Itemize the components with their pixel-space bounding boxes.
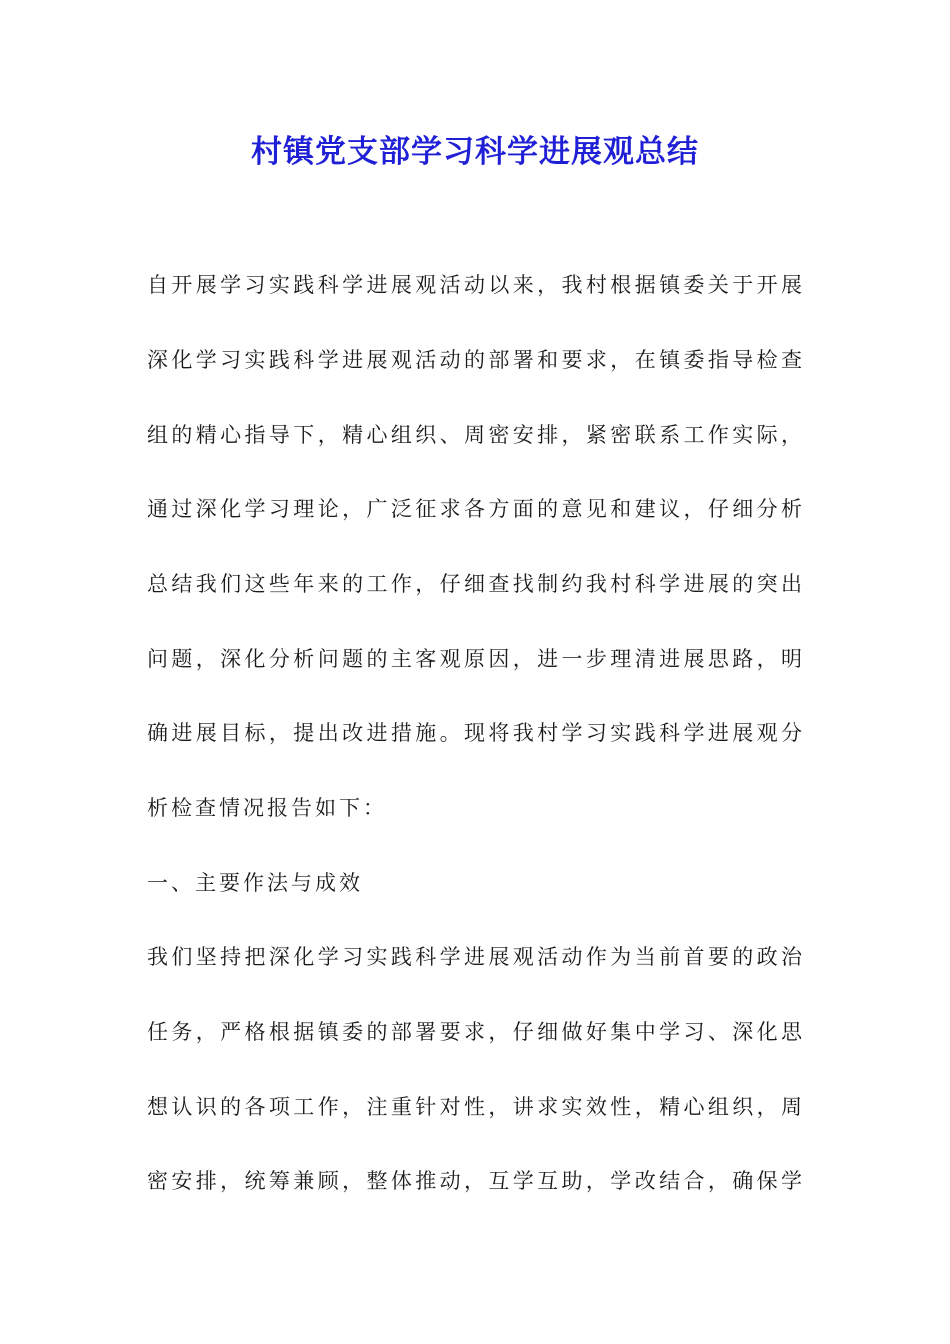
paragraph-line: 通过深化学习理论，广泛征求各方面的意见和建议，仔细分析 — [147, 497, 802, 521]
paragraph-line: 确进展目标，提出改进措施。现将我村学习实践科学进展观分 — [147, 721, 802, 745]
section-heading: 一、主要作法与成效 — [147, 871, 363, 895]
document-title: 村镇党支部学习科学进展观总结 — [251, 134, 699, 170]
paragraph-line: 深化学习实践科学进展观活动的部署和要求，在镇委指导检查 — [147, 348, 802, 372]
paragraph-line: 组的精心指导下，精心组织、周密安排，紧密联系工作实际， — [147, 423, 802, 447]
paragraph-line: 自开展学习实践科学进展观活动以来，我村根据镇委关于开展 — [147, 273, 802, 297]
paragraph-line: 问题，深化分析问题的主客观原因，进一步理清进展思路，明 — [147, 647, 802, 671]
paragraph-line: 任务，严格根据镇委的部署要求，仔细做好集中学习、深化思 — [147, 1020, 802, 1044]
paragraph-line: 析检查情况报告如下： — [147, 796, 387, 820]
paragraph-line: 密安排，统筹兼顾，整体推动，互学互助，学改结合，确保学 — [147, 1169, 802, 1193]
paragraph-line: 想认识的各项工作，注重针对性，讲求实效性，精心组织，周 — [147, 1095, 802, 1119]
paragraph-line: 我们坚持把深化学习实践科学进展观活动作为当前首要的政治 — [147, 945, 802, 969]
paragraph-line: 总结我们这些年来的工作，仔细查找制约我村科学进展的突出 — [147, 572, 802, 596]
